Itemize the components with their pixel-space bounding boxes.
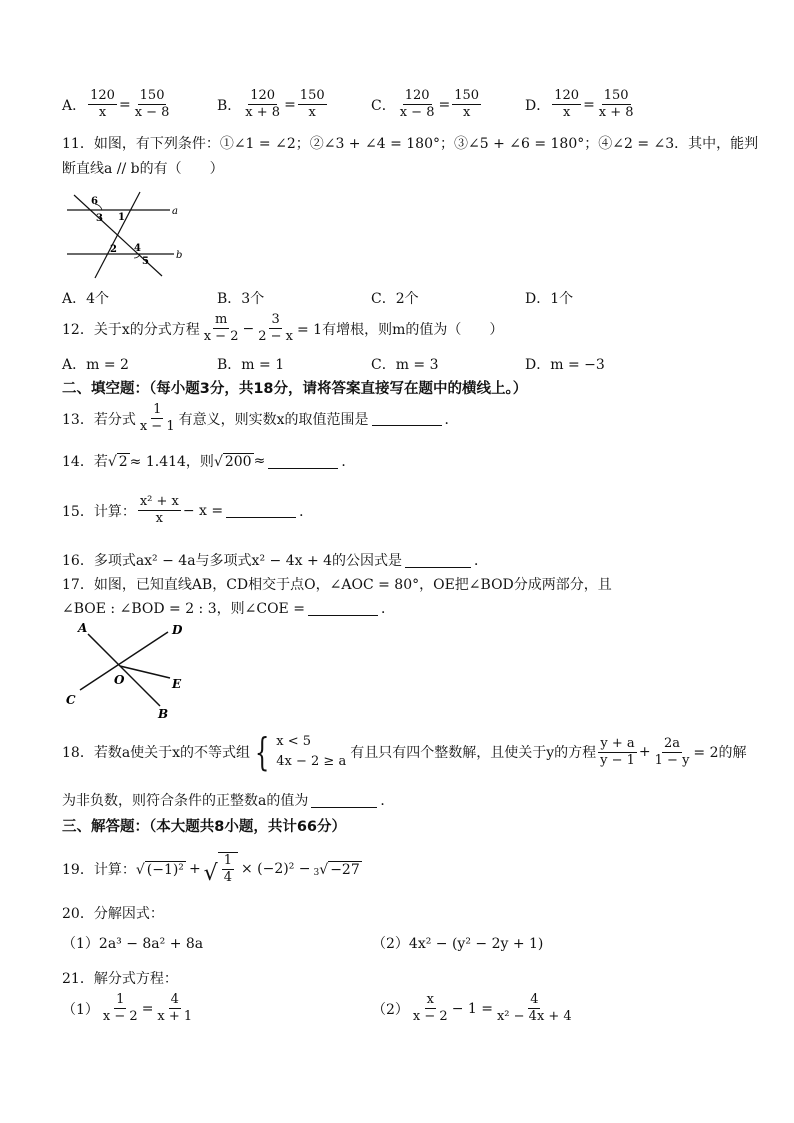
answer-blank[interactable] bbox=[308, 601, 378, 616]
numerator: 3 bbox=[271, 312, 280, 327]
denominator: y − 1 bbox=[600, 752, 635, 768]
numerator: y + a bbox=[600, 735, 635, 751]
q18-line1 bbox=[62, 732, 747, 772]
q10-option-b: B． $\frac{120}{x + 8}$ = $\frac{150}{x}$ bbox=[217, 88, 325, 120]
brace: { bbox=[254, 730, 270, 774]
fraction bbox=[653, 736, 692, 769]
radicand: 200 bbox=[224, 453, 252, 470]
fraction bbox=[552, 88, 581, 121]
denominator: x + 8 bbox=[245, 105, 281, 120]
q12-prefix: 12．关于x的分式方程 bbox=[62, 321, 200, 338]
part-label: （2） bbox=[372, 1001, 409, 1018]
radicand: (−1)² bbox=[146, 861, 184, 878]
q19-question bbox=[62, 852, 362, 886]
answer-blank[interactable] bbox=[268, 454, 338, 469]
period: ． bbox=[444, 411, 459, 428]
q20-title: 20．分解因式： bbox=[62, 906, 164, 922]
q11-option-b: B．3个 bbox=[217, 291, 265, 307]
answer-blank[interactable] bbox=[372, 411, 442, 426]
q19-prefix: 19．计算： bbox=[62, 862, 136, 878]
denominator: x − 2 bbox=[412, 1009, 448, 1024]
angle-label-5: 5 bbox=[142, 256, 149, 267]
denominator: x − 8 bbox=[134, 105, 170, 120]
fraction bbox=[138, 402, 177, 435]
numerator: 120 bbox=[90, 88, 115, 103]
line-label-a: a bbox=[172, 206, 178, 217]
numerator: 150 bbox=[299, 88, 325, 103]
q11-option-a: A．4个 bbox=[62, 291, 110, 307]
radicand: 2 bbox=[118, 453, 128, 470]
option-label: B． bbox=[217, 97, 242, 114]
q12-option-c: C．m = 3 bbox=[371, 357, 439, 373]
fraction bbox=[597, 88, 636, 121]
q13-suffix: 有意义，则实数x的取值范围是 bbox=[178, 411, 369, 428]
answer-blank[interactable] bbox=[405, 553, 471, 568]
point-label-c: C bbox=[66, 693, 76, 707]
q18-text: 为非负数，则符合条件的正整数a的值为 bbox=[62, 793, 309, 809]
denominator: x + 1 bbox=[157, 1009, 193, 1024]
option-label: D． bbox=[525, 97, 551, 114]
q17-line1: 17．如图，已知直线AB，CD相交于点O，∠AOC = 80°，OE把∠BOD分成两部分，且 bbox=[62, 577, 612, 593]
q12-option-d: D．m = −3 bbox=[525, 357, 605, 373]
q16-question bbox=[62, 550, 488, 570]
q18-middle: 有且只有四个整数解，且使关于y的方程 bbox=[350, 745, 597, 761]
period: ． bbox=[380, 793, 395, 809]
point-label-b: B bbox=[158, 707, 169, 720]
radicand bbox=[218, 852, 238, 886]
numerator: x bbox=[426, 992, 434, 1007]
period: ． bbox=[341, 454, 356, 470]
q17-line2 bbox=[62, 598, 395, 618]
numerator: 150 bbox=[139, 88, 165, 103]
denominator: x − 8 bbox=[399, 105, 435, 120]
inequality-system bbox=[276, 732, 346, 772]
q21-part1: （1） $\frac{1}{x - 2}$ = $\frac{4}{x + 1}$ bbox=[62, 992, 193, 1024]
q15-prefix: 15．计算： bbox=[62, 503, 136, 520]
period: ． bbox=[474, 553, 489, 569]
sqrt: √ $\frac{1}{4}$ bbox=[204, 852, 238, 886]
q20-part1: （1）2a³ − 8a² + 8a bbox=[62, 936, 204, 952]
angle-label-4: 4 bbox=[134, 243, 141, 254]
option-label: C． bbox=[371, 97, 396, 114]
q13-question bbox=[62, 402, 459, 435]
point-label-o: O bbox=[114, 673, 125, 687]
operator: − bbox=[242, 320, 255, 337]
fraction bbox=[452, 88, 481, 121]
transversal-2 bbox=[95, 192, 140, 278]
denominator: x − 1 bbox=[139, 419, 175, 434]
point-label-a: A bbox=[78, 621, 88, 635]
q14-question bbox=[62, 451, 355, 471]
fraction bbox=[88, 88, 117, 121]
fraction bbox=[222, 853, 234, 886]
q21-middle: − 1 = bbox=[451, 1000, 493, 1017]
fraction bbox=[411, 992, 450, 1025]
answer-blank[interactable] bbox=[311, 793, 377, 808]
q18-line2 bbox=[62, 790, 394, 810]
denominator: x² − 4x + 4 bbox=[496, 1009, 572, 1024]
option-label: A． bbox=[62, 97, 87, 114]
angle-label-2: 2 bbox=[110, 244, 117, 255]
numerator: 150 bbox=[454, 88, 480, 103]
numerator: 4 bbox=[170, 992, 179, 1007]
denominator: x bbox=[98, 105, 107, 120]
q12-option-b: B．m = 1 bbox=[217, 357, 285, 373]
q14-suffix: ≈ bbox=[253, 453, 266, 469]
q18-prefix: 18．若数a使关于x的不等式组 bbox=[62, 745, 251, 761]
point-label-d: D bbox=[172, 623, 183, 637]
q18-suffix: = 2的解 bbox=[693, 745, 747, 761]
point-label-e: E bbox=[172, 677, 182, 691]
fraction bbox=[101, 992, 140, 1025]
fraction bbox=[256, 312, 295, 345]
sqrt: √ 2 bbox=[107, 453, 128, 470]
q11-line1: 11．如图，有下列条件：①∠1 = ∠2；②∠3 + ∠4 = 180°；③∠5 + ∠6 = 180°；④∠2 = ∠3．其中，能判 bbox=[62, 136, 759, 152]
numerator: 120 bbox=[404, 88, 430, 103]
denominator: x bbox=[562, 105, 571, 120]
operator: + bbox=[188, 861, 201, 877]
denominator: x + 8 bbox=[598, 105, 634, 120]
angle-label-3: 3 bbox=[96, 213, 103, 224]
numerator: x² + x bbox=[139, 494, 179, 509]
q17-text: ∠BOE : ∠BOD = 2 : 3，则∠COE = bbox=[62, 601, 305, 617]
line-label-b: b bbox=[176, 250, 183, 261]
cube-root: 3 √ −27 bbox=[313, 861, 360, 878]
q11-option-d: D．1个 bbox=[525, 291, 574, 307]
section-3-heading: 三、解答题：（本大题共8小题，共计66分） bbox=[62, 819, 347, 835]
q21-part2 bbox=[372, 992, 576, 1025]
fraction bbox=[398, 88, 437, 121]
denominator: 2 − x bbox=[258, 329, 293, 344]
fraction bbox=[298, 88, 327, 121]
radicand: −27 bbox=[330, 861, 360, 878]
denominator: 4 bbox=[223, 870, 232, 885]
q10-option-c: C． $\frac{120}{x - 8}$ = $\frac{150}{x}$ bbox=[371, 88, 480, 120]
period: ． bbox=[380, 601, 395, 617]
q21-title: 21．解分式方程： bbox=[62, 971, 178, 987]
q14-prefix: 14．若 bbox=[62, 454, 108, 470]
q12-question bbox=[62, 312, 503, 345]
q11-option-c: C．2个 bbox=[371, 291, 419, 307]
numerator: 4 bbox=[530, 992, 539, 1007]
q11-figure bbox=[62, 190, 192, 282]
numerator: 120 bbox=[554, 88, 580, 103]
numerator: 1 bbox=[116, 992, 125, 1007]
fraction bbox=[243, 88, 282, 121]
q20-part2: （2）4x² − (y² − 2y + 1) bbox=[372, 936, 544, 952]
numerator: 2a bbox=[664, 735, 681, 751]
denominator: x bbox=[155, 511, 164, 526]
q13-prefix: 13．若分式 bbox=[62, 411, 136, 428]
q16-text: 16．多项式ax² − 4a与多项式x² − 4x + 4的公因式是 bbox=[62, 553, 403, 569]
q10-option-a: A． $\frac{120}{x}$ = $\frac{150}{x - 8}$ bbox=[62, 88, 170, 120]
operator: + bbox=[638, 744, 651, 760]
sqrt: √ (−1)² bbox=[135, 861, 184, 878]
q19-middle: × (−2)² − bbox=[240, 861, 311, 877]
q10-option-d: D． $\frac{120}{x}$ = $\frac{150}{x + 8}$ bbox=[525, 88, 634, 120]
denominator: x − 2 bbox=[102, 1009, 138, 1024]
denominator: x bbox=[462, 105, 471, 120]
angle-label-6: 6 bbox=[91, 196, 98, 207]
denominator: x − 2 bbox=[203, 329, 239, 344]
root-index: 3 bbox=[313, 867, 320, 878]
q12-suffix: = 1有增根，则m的值为（ ） bbox=[296, 321, 504, 338]
q12-option-a: A．m = 2 bbox=[62, 357, 129, 373]
fraction bbox=[138, 494, 181, 527]
period: ． bbox=[299, 503, 314, 520]
inequality-2: 4x − 2 ≥ a bbox=[276, 754, 347, 769]
denominator: 1 − y bbox=[654, 752, 690, 768]
fraction bbox=[202, 312, 241, 345]
section-2-heading: 二、填空题：（每小题3分，共18分，请将答案直接写在题中的横线上。） bbox=[62, 381, 528, 397]
fraction bbox=[155, 992, 194, 1025]
fraction bbox=[495, 992, 574, 1025]
denominator: x bbox=[308, 105, 316, 120]
angle-label-1: 1 bbox=[118, 212, 125, 223]
ray-oe bbox=[120, 666, 170, 678]
q15-question bbox=[62, 494, 313, 527]
part-label: （1） bbox=[62, 1001, 99, 1018]
numerator: 150 bbox=[603, 88, 629, 103]
numerator: 120 bbox=[250, 88, 276, 103]
fraction bbox=[598, 736, 637, 769]
numerator: 1 bbox=[153, 402, 162, 417]
inequality-1: x < 5 bbox=[276, 734, 312, 749]
q11-line2: 断直线a // b的有（ ） bbox=[62, 161, 224, 177]
q15-suffix: − x = bbox=[182, 502, 224, 519]
fraction bbox=[133, 88, 172, 121]
sqrt: √ 200 bbox=[213, 453, 252, 470]
numerator: 1 bbox=[223, 853, 232, 868]
answer-blank[interactable] bbox=[226, 503, 296, 518]
q17-figure bbox=[62, 620, 192, 720]
numerator: m bbox=[214, 312, 228, 327]
q14-middle: ≈ 1.414，则 bbox=[129, 454, 214, 470]
